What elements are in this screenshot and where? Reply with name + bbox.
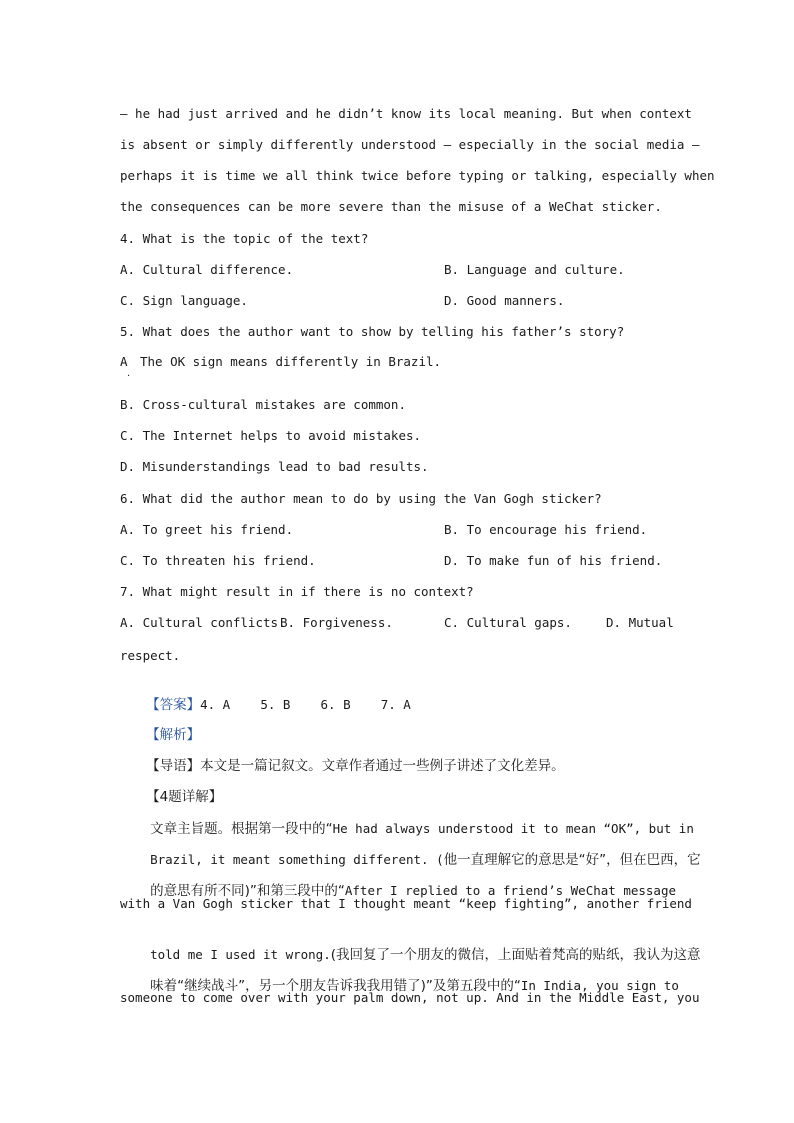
intro-text: 本文是一篇记叙文。文章作者通过一些例子讲述了文化差异。	[200, 758, 565, 774]
detail-4-line-1	[120, 799, 694, 837]
question-6-option-c: C. To threaten his friend.	[120, 553, 316, 568]
answer-line	[116, 675, 411, 713]
detail-4-line-6-en: In India, you sign to	[520, 978, 679, 993]
detail-4-heading-line	[116, 767, 223, 805]
detail-4-line-6-cn: 味着“继续战斗”，另一个朋友告诉我我用错了)”及第五段中的“	[150, 978, 521, 994]
question-7-option-c: C. Cultural gaps.	[444, 615, 572, 630]
detail-4-line-3	[120, 861, 677, 899]
intro-label: 【导语】	[146, 758, 201, 774]
detail-4-line-3-en: After I replied to a friend’s WeChat message	[344, 883, 677, 898]
detail-4-heading: 【4题详解】	[146, 789, 223, 805]
question-7-option-d-continued: respect.	[120, 648, 181, 663]
question-6-stem: 6. What did the author mean to do by using the Van Gogh sticker?	[120, 491, 602, 506]
answer-label: 【答案】	[146, 697, 201, 713]
question-7-stem: 7. What might result in if there is no context?	[120, 584, 474, 599]
question-6-option-d: D. To make fun of his friend.	[444, 553, 663, 568]
question-7-option-d: D. Mutual	[606, 615, 674, 630]
question-4-option-c: C. Sign language.	[120, 293, 248, 308]
passage-line-3: perhaps it is time we all think twice before typing or talking, especially when	[120, 168, 715, 183]
answer-values: 4. A 5. B 6. B 7. A	[200, 697, 411, 712]
detail-4-line-1-cn: 文章主旨题。根据第一段中的“	[150, 821, 333, 837]
question-4-stem: 4. What is the topic of the text?	[120, 231, 369, 246]
question-5-option-a-prefix: A	[120, 354, 128, 369]
question-6-option-b: B. To encourage his friend.	[444, 522, 648, 537]
detail-4-line-2-cn: 他一直理解它的意思是“好”，但在巴西，它	[443, 852, 701, 868]
question-5-option-a: The OK sign means differently in Brazil.	[140, 354, 442, 369]
question-5-stem: 5. What does the author want to show by telling his father’s story?	[120, 324, 625, 339]
detail-4-line-5-cn: (我回复了一个朋友的微信，上面贴着梵高的贴纸，我认为这意	[330, 947, 701, 963]
detail-4-line-5	[120, 925, 701, 963]
question-4-option-b: B. Language and culture.	[444, 262, 625, 277]
passage-line-4: the consequences can be more severe than the misuse of a WeChat sticker.	[120, 199, 662, 214]
question-7-option-b: B. Forgiveness.	[280, 615, 393, 630]
question-5-option-c: C. The Internet helps to avoid mistakes.	[120, 428, 422, 443]
question-7-option-a: A. Cultural conflicts.	[120, 615, 286, 630]
intro-line	[116, 736, 565, 774]
detail-4-line-5-en: told me I used it wrong.	[150, 947, 331, 962]
passage-line-1: — he had just arrived and he didn’t know its local meaning. But when context	[120, 106, 692, 121]
detail-4-line-7: someone to come over with your palm down, not up. And in the Middle East, you	[120, 990, 700, 1005]
detail-4-line-1-en: He had always understood it to mean “OK”, but in	[332, 821, 694, 836]
detail-4-line-6	[120, 956, 679, 994]
analysis-label: 【解析】	[146, 727, 201, 743]
detail-4-line-2	[120, 830, 701, 868]
detail-4-line-4: with a Van Gogh sticker that I thought meant “keep fighting”, another friend	[120, 896, 692, 911]
passage-line-2: is absent or simply differently understood — especially in the social media —	[120, 137, 700, 152]
question-5-option-d: D. Misunderstandings lead to bad results.	[120, 459, 429, 474]
question-6-option-a: A. To greet his friend.	[120, 522, 294, 537]
detail-4-line-2-en: Brazil, it meant something different. (	[150, 852, 444, 867]
detail-4-line-3-cn: 的意思有所不同)”和第三段中的“	[150, 883, 345, 899]
question-4-option-a: A. Cultural difference.	[120, 262, 294, 277]
question-4-option-d: D. Good manners.	[444, 293, 565, 308]
stray-dot: ·	[127, 371, 131, 382]
question-5-option-b: B. Cross-cultural mistakes are common.	[120, 397, 406, 412]
